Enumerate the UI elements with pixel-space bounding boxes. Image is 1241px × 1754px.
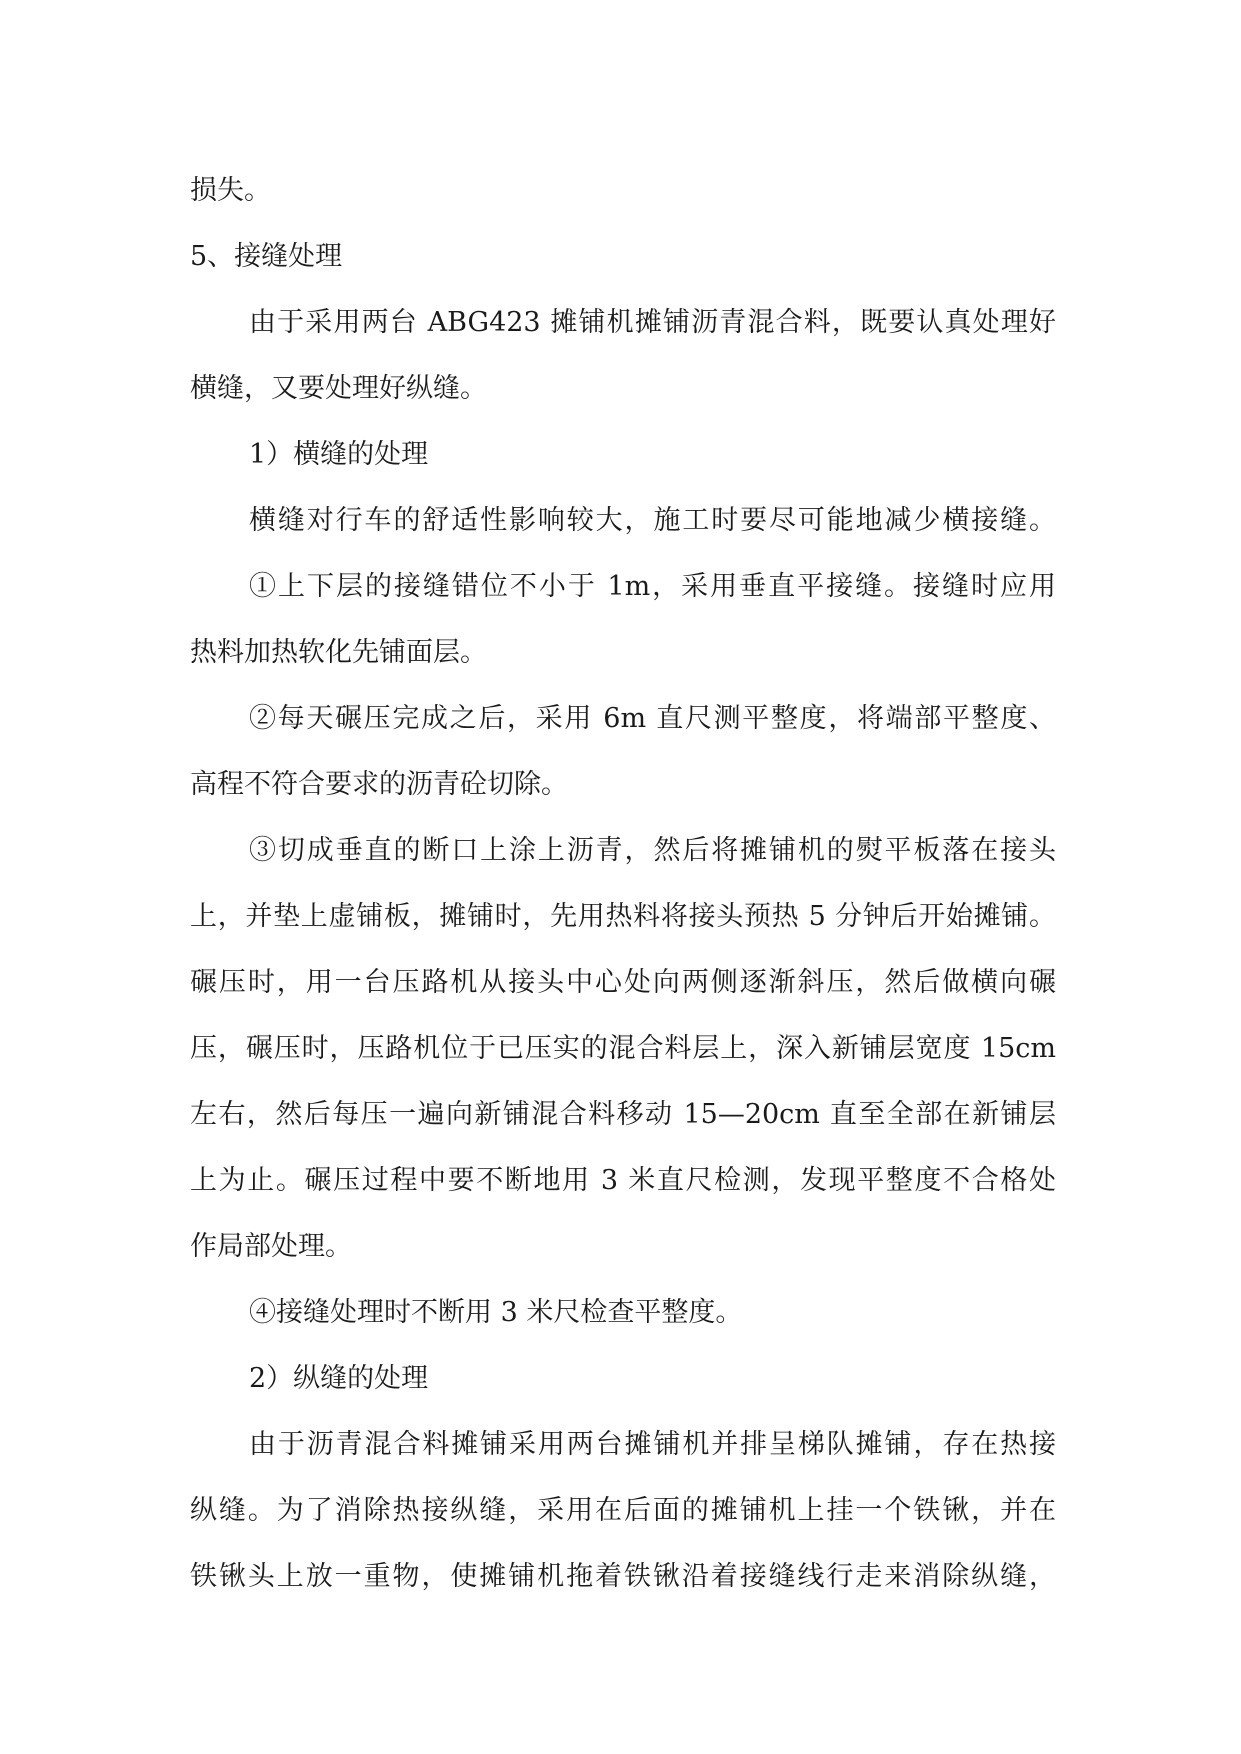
- section-heading: 5、接缝处理: [190, 241, 343, 272]
- text-line: 上为止。碾压过程中要不断地用 3 米直尺检测，发现平整度不合格处: [190, 1165, 1056, 1196]
- text-line: 由于沥青混合料摊铺采用两台摊铺机并排呈梯队摊铺，存在热接: [249, 1429, 1056, 1460]
- text-line: 上，并垫上虚铺板，摊铺时，先用热料将接头预热 5 分钟后开始摊铺。: [190, 901, 1056, 932]
- text-line: ③切成垂直的断口上涂上沥青，然后将摊铺机的熨平板落在接头: [249, 835, 1056, 866]
- text-line: 由于采用两台 ABG423 摊铺机摊铺沥青混合料，既要认真处理好: [249, 307, 1056, 338]
- text-line: 纵缝。为了消除热接纵缝，采用在后面的摊铺机上挂一个铁锹，并在: [190, 1495, 1056, 1526]
- text-line: ④接缝处理时不断用 3 米尺检查平整度。: [249, 1297, 743, 1328]
- text-line: 铁锹头上放一重物，使摊铺机拖着铁锹沿着接缝线行走来消除纵缝，: [190, 1561, 1056, 1592]
- subsection-heading: 2）纵缝的处理: [249, 1363, 429, 1394]
- text-line: 热料加热软化先铺面层。: [190, 637, 487, 668]
- text-line: 压，碾压时，压路机位于已压实的混合料层上，深入新铺层宽度 15cm: [190, 1033, 1056, 1064]
- text-line: 横缝对行车的舒适性影响较大，施工时要尽可能地减少横接缝。: [249, 505, 1056, 536]
- text-line: 横缝，又要处理好纵缝。: [190, 373, 487, 404]
- text-line: ②每天碾压完成之后，采用 6m 直尺测平整度，将端部平整度、: [249, 703, 1056, 734]
- subsection-heading: 1）横缝的处理: [249, 439, 429, 470]
- body-text: [190, 158, 1056, 1610]
- text-line: 高程不符合要求的沥青砼切除。: [190, 769, 568, 800]
- text-line: 损失。: [190, 175, 271, 206]
- text-line: ①上下层的接缝错位不小于 1m，采用垂直平接缝。接缝时应用: [249, 571, 1056, 602]
- text-line: 碾压时，用一台压路机从接头中心处向两侧逐渐斜压，然后做横向碾: [190, 967, 1056, 998]
- text-line: 作局部处理。: [190, 1231, 352, 1262]
- text-line: 左右，然后每压一遍向新铺混合料移动 15—20cm 直至全部在新铺层: [190, 1099, 1056, 1130]
